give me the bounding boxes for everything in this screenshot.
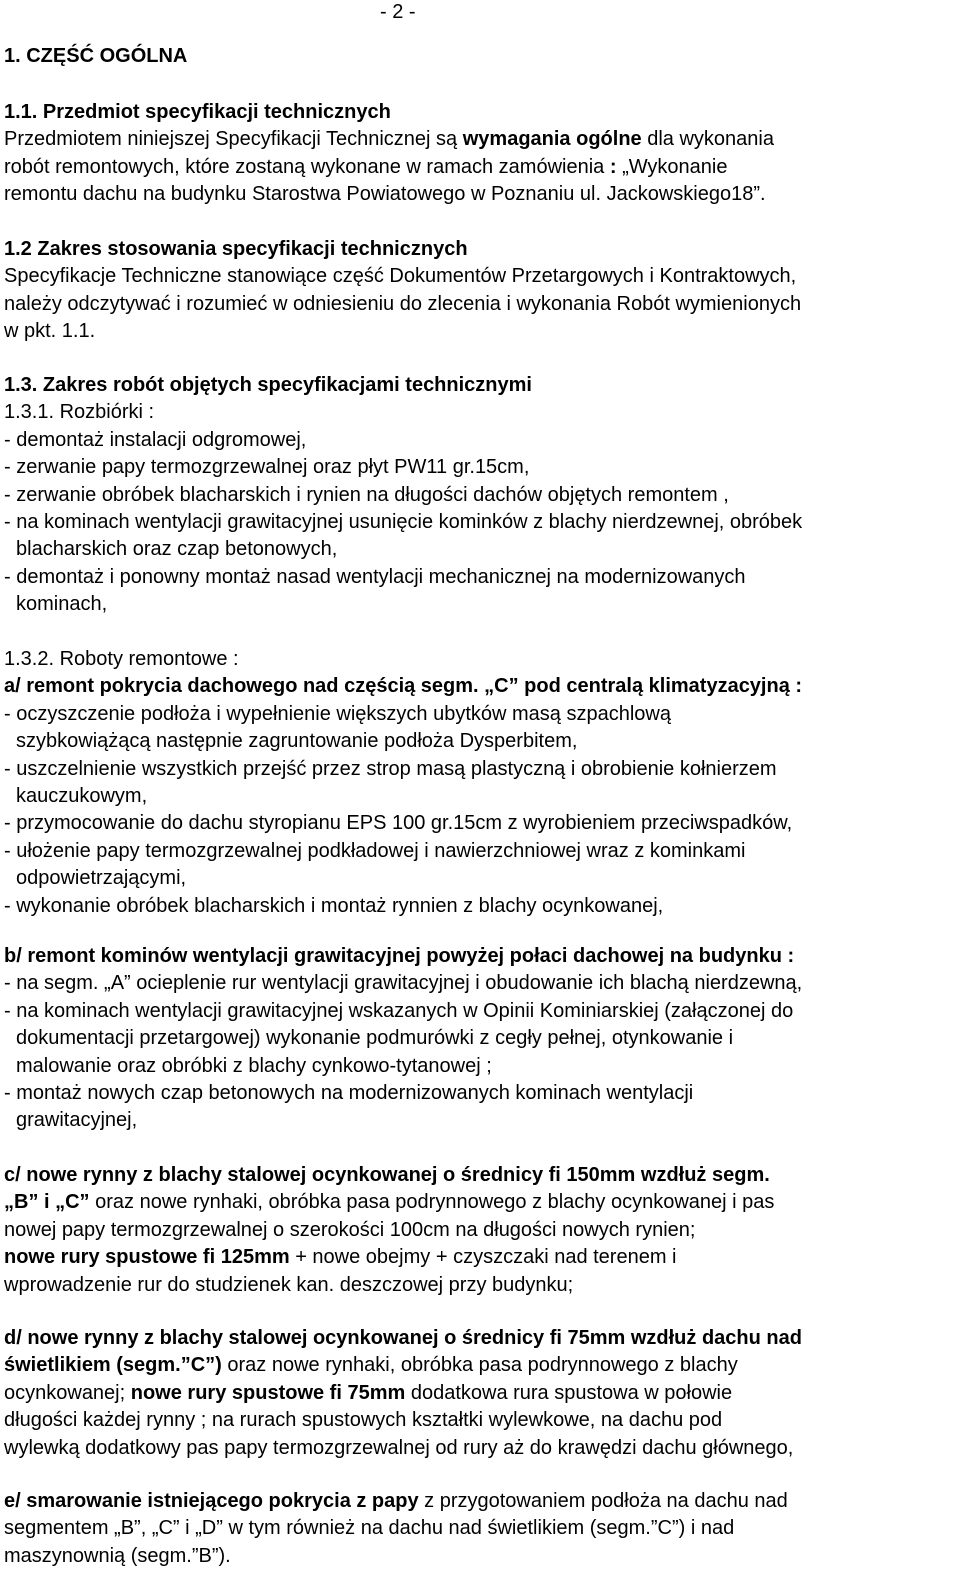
- list-item: - demontaż i ponowny montaż nasad wentylacji mechanicznej na modernizowanych: [4, 565, 746, 588]
- paragraph-line: e/ smarowanie istniejącego pokrycia z papy z przygotowaniem podłoża na dachu nad: [4, 1490, 788, 1512]
- paragraph-line: należy odczytywać i rozumieć w odniesieniu do zlecenia i wykonania Robót wymienionych: [4, 292, 802, 315]
- paragraph-line: robót remontowych, które zostaną wykonane w ramach zamówienia : „Wykonanie: [4, 155, 728, 178]
- section-1-2: [4, 236, 954, 346]
- list-item: - na segm. „A” ocieplenie rur wentylacji grawitacyjnej i obudowanie ich blachą nierdzewną,: [4, 972, 803, 995]
- item-c: [4, 1162, 954, 1299]
- list-item: - zerwanie obróbek blacharskich i rynien na długości dachów objętych remontem ,: [4, 483, 729, 506]
- section-1-2-heading: 1.2 Zakres stosowania specyfikacji technicznych: [4, 238, 468, 260]
- paragraph-line: długości każdej rynny ; na rurach spustowych kształtki wylewkowe, na dachu pod: [4, 1409, 723, 1432]
- section-1-1-heading: 1.1. Przedmiot specyfikacji technicznych: [4, 101, 391, 123]
- paragraph-line: w pkt. 1.1.: [4, 320, 96, 343]
- paragraph-line: maszynownią (segm.”B”).: [4, 1544, 231, 1567]
- paragraph-line: Specyfikacje Techniczne stanowiące część Dokumentów Przetargowych i Kontraktowych,: [4, 265, 797, 288]
- section-1-title: 1. CZĘŚĆ OGÓLNA: [4, 45, 188, 67]
- paragraph-line: ocynkowanej; nowe rury spustowe fi 75mm dodatkowa rura spustowa w połowie: [4, 1381, 733, 1404]
- list-item-cont: kominach,: [16, 593, 108, 616]
- section-1-3-heading: 1.3. Zakres robót objętych specyfikacjami technicznymi: [4, 374, 532, 396]
- paragraph-line: segmentem „B”, „C” i „D” w tym również na dachu nad świetlikiem (segm.”C”) i nad: [4, 1517, 735, 1540]
- list-item: - wykonanie obróbek blacharskich i montaż rynnien z blachy ocynkowanej,: [4, 894, 664, 917]
- item-d-heading: d/ nowe rynny z blachy stalowej ocynkowanej o średnicy fi 75mm wzdłuż dachu nad: [4, 1327, 802, 1349]
- list-item: - montaż nowych czap betonowych na modernizowanych kominach wentylacji: [4, 1081, 694, 1104]
- item-a-heading: a/ remont pokrycia dachowego nad częścią segm. „C” pod centralą klimatyzacyjną :: [4, 675, 803, 698]
- paragraph-line: nowe rury spustowe fi 125mm + nowe obejmy + czyszczaki nad terenem i: [4, 1246, 677, 1269]
- list-item: - demontaż instalacji odgromowej,: [4, 428, 307, 451]
- paragraph-line: nowej papy termozgrzewalnej o szerokości 100cm na długości nowych rynien;: [4, 1218, 696, 1241]
- item-b-heading: b/ remont kominów wentylacji grawitacyjnej powyżej połaci dachowej na budynku :: [4, 945, 795, 967]
- item-c-heading: c/ nowe rynny z blachy stalowej ocynkowanej o średnicy fi 150mm wzdłuż segm.: [4, 1164, 770, 1186]
- paragraph-line: „B” i „C” oraz nowe rynhaki, obróbka pasa podrynnowego z blachy ocynkowanej i pas: [4, 1191, 775, 1214]
- list-item-cont: grawitacyjnej,: [16, 1109, 138, 1132]
- list-item: - oczyszczenie podłoża i wypełnienie większych ubytków masą szpachlową: [4, 702, 671, 725]
- subsection-1-3-2: 1.3.2. Roboty remontowe : a/ remont pokrycia dachowego nad częścią segm. „C” pod centralą klimatyzacyjną : - oczyszczenie podłoża i wypełnienie większych ubytków masą szpachlową szybkowiążącą następnie zagruntowanie podłoża Dysperbitem, - uszczelnienie wszystkich przejść przez strop masą plastyczną i obrobienie kołnierzem kauczukowym, - przymocowanie do dachu styropianu EPS 100 gr.15cm z wyrobieniem przeciwspadków, - ułożenie papy termozgrzewalnej podkładowej i nawierzchniowej wraz z kominkami odpowietrzającymi, - wykonanie obróbek blacharskich i montaż rynnien z blachy ocynkowanej,: [4, 646, 954, 920]
- item-d: [4, 1325, 954, 1462]
- item-e: [4, 1488, 954, 1570]
- section-1-3: [4, 372, 954, 619]
- paragraph-line: remontu dachu na budynku Starostwa Powiatowego w Poznaniu ul. Jackowskiego18”.: [4, 183, 766, 206]
- paragraph-line: wylewką dodatkowy pas papy termozgrzewalnej od rury aż do krawędzi dachu głównego,: [4, 1436, 794, 1459]
- subsection-1-3-1: 1.3.1. Rozbiórki :: [4, 401, 155, 424]
- list-item: - na kominach wentylacji grawitacyjnej usunięcie kominków z blachy nierdzewnej, obróbek: [4, 510, 803, 533]
- list-item-cont: odpowietrzającymi,: [16, 867, 187, 890]
- item-b: [4, 943, 954, 1135]
- page-number: - 2 -: [380, 1, 416, 23]
- list-item-cont: kauczukowym,: [16, 784, 148, 807]
- list-item-cont: dokumentacji przetargowej) wykonanie podmurówki z cegły pełnej, otynkowanie i: [16, 1027, 734, 1050]
- list-item: - na kominach wentylacji grawitacyjnej wskazanych w Opinii Kominiarskiej (załączonej do: [4, 999, 794, 1022]
- paragraph-line: świetlikiem (segm.”C”) oraz nowe rynhaki, obróbka pasa podrynnowego z blachy: [4, 1354, 738, 1377]
- paragraph-line: Przedmiotem niniejszej Specyfikacji Technicznej są wymagania ogólne dla wykonania: [4, 128, 774, 151]
- list-item: - zerwanie papy termozgrzewalnej oraz płyt PW11 gr.15cm,: [4, 456, 530, 479]
- list-item: - ułożenie papy termozgrzewalnej podkładowej i nawierzchniowej wraz z kominkami: [4, 839, 746, 862]
- list-item-cont: szybkowiążącą następnie zagruntowanie podłoża Dysperbitem,: [16, 730, 578, 753]
- section-1-1: [4, 99, 954, 209]
- list-item-cont: blacharskich oraz czap betonowych,: [16, 538, 338, 561]
- list-item: - przymocowanie do dachu styropianu EPS 100 gr.15cm z wyrobieniem przeciwspadków,: [4, 812, 793, 835]
- list-item: - uszczelnienie wszystkich przejść przez strop masą plastyczną i obrobienie kołnierzem: [4, 757, 777, 780]
- list-item-cont: malowanie oraz obróbki z blachy cynkowo-tytanowej ;: [16, 1054, 492, 1077]
- paragraph-line: wprowadzenie rur do studzienek kan. deszczowej przy budynku;: [4, 1273, 574, 1296]
